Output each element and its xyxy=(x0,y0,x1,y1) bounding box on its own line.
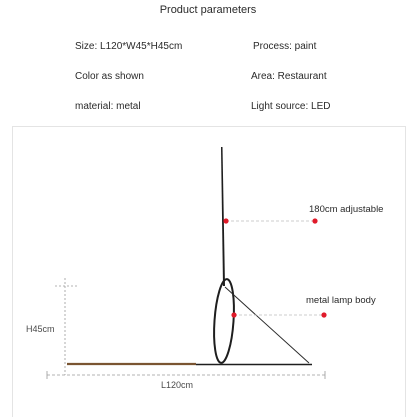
height-dimension-label: H45cm xyxy=(26,324,55,334)
param-size: Size: L120*W45*H45cm xyxy=(75,41,183,52)
callout-body-label: metal lamp body xyxy=(306,295,376,306)
lamp-ring xyxy=(212,278,237,363)
callout-adjustable-marker-end xyxy=(312,218,317,223)
param-light-source: Light source: LED xyxy=(251,101,331,112)
suspension-cable xyxy=(221,147,225,286)
param-area: Area: Restaurant xyxy=(251,71,327,82)
param-material: material: metal xyxy=(75,101,141,112)
product-parameters-title: Product parameters xyxy=(159,4,257,16)
callout-adjustable-marker-start xyxy=(223,218,228,223)
diagonal-strut xyxy=(225,287,309,363)
callout-body-marker-start xyxy=(231,312,236,317)
length-dimension-label: L120cm xyxy=(161,380,194,390)
param-color: Color as shown xyxy=(75,71,144,82)
callout-body-marker-end xyxy=(321,312,326,317)
callout-adjustable-label: 180cm adjustable xyxy=(309,204,384,215)
param-process: Process: paint xyxy=(253,41,317,52)
